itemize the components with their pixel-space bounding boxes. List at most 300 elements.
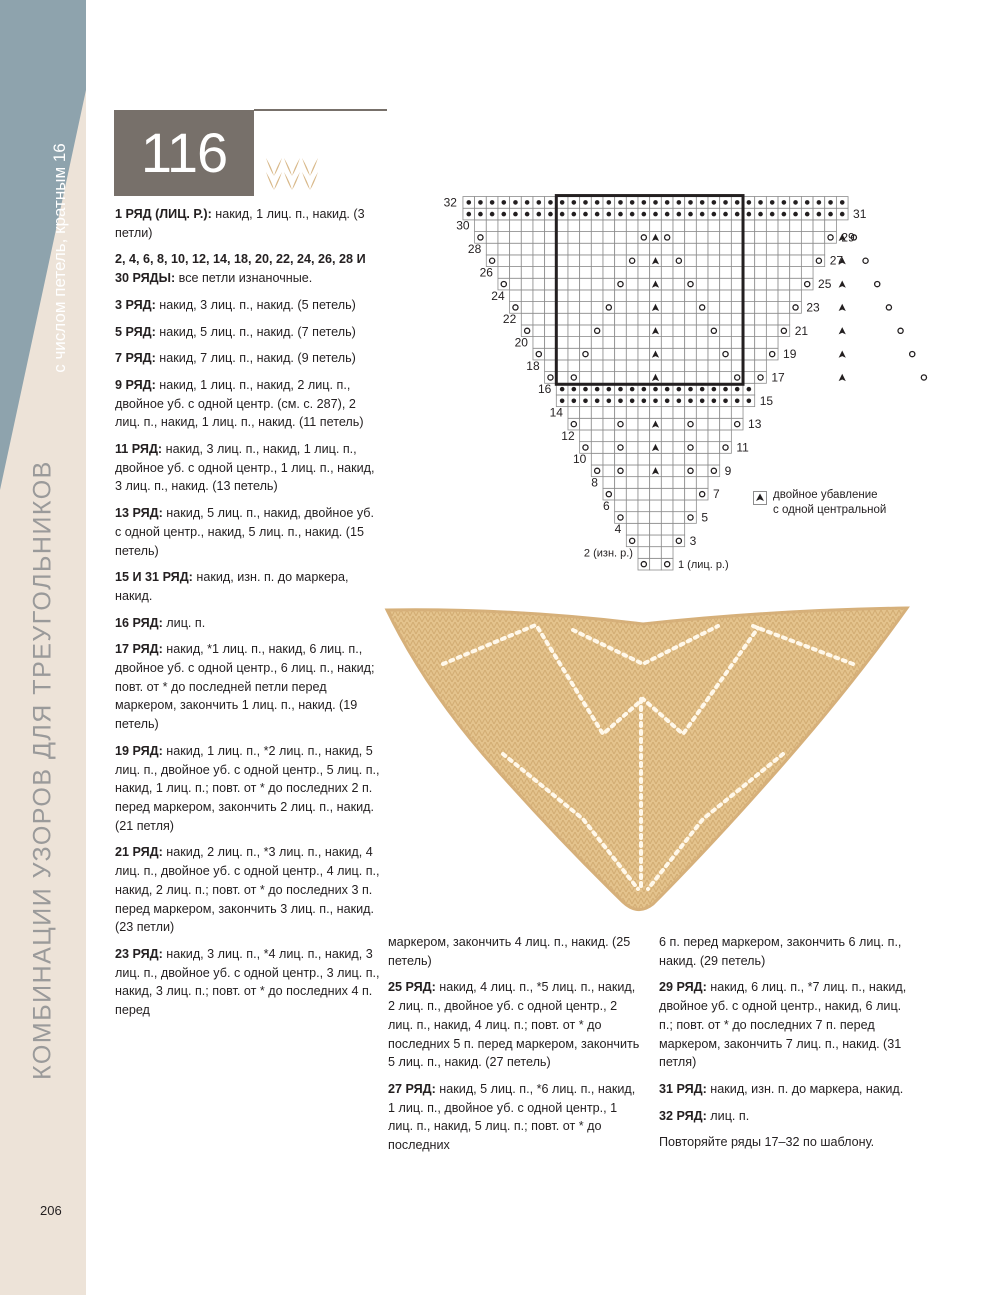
chart-cell: [661, 500, 673, 512]
purl-dot: [677, 387, 682, 392]
chart-cell: [685, 477, 697, 489]
chart-cell: [615, 430, 627, 442]
chart-cell: [580, 232, 592, 244]
instruction-row-label: 16 РЯД:: [115, 615, 163, 630]
chart-cell: [685, 255, 697, 267]
purl-dot: [560, 387, 565, 392]
chart-cell: [591, 302, 603, 314]
chart-cell: [731, 243, 743, 255]
chart-cell: [790, 255, 802, 267]
instruction-text: накид, 1 лиц. п., накид, 2 лиц. п., двойное уб. с одной центр. (см. с. 287), 2 лиц. п., накид, 1 лиц. п., накид. (11 петель): [115, 377, 364, 430]
chart-cell: [766, 325, 778, 337]
chart-cell: [521, 267, 533, 279]
chart-cell: [685, 302, 697, 314]
chart-cell: [521, 302, 533, 314]
row-label: 17: [771, 370, 785, 385]
chart-cell: [673, 337, 685, 349]
chart-cell: [591, 337, 603, 349]
chart-cell: [696, 313, 708, 325]
chart-cell: [615, 290, 627, 302]
chart-cell: [638, 290, 650, 302]
purl-dot: [723, 200, 728, 205]
chart-cell: [650, 220, 662, 232]
chart-cell: [766, 313, 778, 325]
chart-cell: [521, 278, 533, 290]
chart-cell: [790, 290, 802, 302]
instruction-text: накид, изн. п. до маркера, накид.: [115, 570, 349, 603]
chart-cell: [673, 512, 685, 524]
chart-cell: [708, 372, 720, 384]
chart-cell: [673, 453, 685, 465]
purl-dot: [607, 212, 612, 217]
chart-cell: [580, 267, 592, 279]
instruction-paragraph: [659, 1080, 909, 1099]
chart-cell: [615, 220, 627, 232]
chart-cell: [661, 488, 673, 500]
instruction-text: накид, 7 лиц. п., накид. (9 петель): [155, 351, 356, 366]
purl-dot: [537, 200, 542, 205]
double-decrease-symbol: [839, 374, 846, 381]
purl-dot: [501, 200, 506, 205]
purl-dot: [618, 387, 623, 392]
chart-cell: [696, 232, 708, 244]
chart-cell: [510, 220, 522, 232]
instruction-text: все петли изнаночные.: [175, 271, 313, 286]
chart-cell: [603, 255, 615, 267]
chart-cell: [661, 302, 673, 314]
chart-cell: [766, 337, 778, 349]
chart-cell: [475, 220, 487, 232]
chart-cell: [801, 232, 813, 244]
row-label: 20: [514, 335, 528, 350]
chart-cell: [556, 348, 568, 360]
chart-cell: [790, 232, 802, 244]
chart-cell: [661, 232, 673, 244]
row-label: 15: [759, 393, 774, 408]
chart-cell: [580, 372, 592, 384]
row-label: 26: [479, 265, 493, 280]
row-label: 12: [561, 428, 575, 443]
purl-dot: [583, 200, 588, 205]
chart-cell: [626, 418, 638, 430]
chart-cell: [778, 255, 790, 267]
chart-cell: [685, 267, 697, 279]
purl-dot: [677, 212, 682, 217]
chart-cell: [673, 267, 685, 279]
chart-cell: [545, 302, 557, 314]
chart-cell: [556, 243, 568, 255]
chart-cell: [638, 523, 650, 535]
chart-cell: [580, 348, 592, 360]
chart-cell: [673, 430, 685, 442]
chart-cell: [638, 418, 650, 430]
purl-dot: [560, 398, 565, 403]
purl-dot: [758, 200, 763, 205]
chart-cell: [615, 232, 627, 244]
chart-cell: [638, 430, 650, 442]
instructions-column-2: [388, 933, 640, 1163]
chart-cell: [615, 372, 627, 384]
chart-cell: [673, 255, 685, 267]
chart-cell: [708, 313, 720, 325]
chart-cell: [685, 372, 697, 384]
chart-cell: [743, 348, 755, 360]
chart-cell: [661, 453, 673, 465]
instruction-row-label: 7 РЯД:: [115, 351, 156, 366]
knitted-triangle-shawl-photo: [383, 604, 911, 916]
chart-cell: [638, 512, 650, 524]
chart-cell: [545, 255, 557, 267]
chart-cell: [638, 558, 650, 570]
chart-cell: [801, 267, 813, 279]
row-label: 6: [602, 498, 610, 513]
chart-cell: [650, 267, 662, 279]
chart-cell: [755, 243, 767, 255]
chart-cell: [755, 278, 767, 290]
chart-cell: [533, 255, 545, 267]
chart-cell: [696, 325, 708, 337]
chart-cell: [545, 220, 557, 232]
chart-cell: [591, 453, 603, 465]
chart-cell: [801, 243, 813, 255]
purl-dot: [677, 398, 682, 403]
chart-cell: [603, 278, 615, 290]
purl-dot: [560, 200, 565, 205]
instruction-row-label: 5 РЯД:: [115, 324, 156, 339]
chart-cell: [650, 430, 662, 442]
chart-cell: [661, 348, 673, 360]
chart-cell: [720, 255, 732, 267]
chart-cell: [556, 372, 568, 384]
chart-cell: [545, 313, 557, 325]
chart-cell: [626, 232, 638, 244]
purl-dot: [478, 200, 483, 205]
purl-dot: [583, 387, 588, 392]
purl-dot: [665, 212, 670, 217]
purl-dot: [490, 200, 495, 205]
chart-cell: [696, 372, 708, 384]
chart-cell: [708, 348, 720, 360]
chart-cell: [650, 500, 662, 512]
chart-cell: [638, 267, 650, 279]
chart-cell: [615, 313, 627, 325]
purl-dot: [700, 200, 705, 205]
chart-cell: [743, 243, 755, 255]
chart-cell: [626, 535, 638, 547]
purl-dot: [735, 387, 740, 392]
purl-dot: [618, 398, 623, 403]
chart-cell: [650, 547, 662, 559]
purl-dot: [630, 212, 635, 217]
instruction-row-label: 9 РЯД:: [115, 377, 156, 392]
purl-dot: [642, 398, 647, 403]
chart-cell: [661, 290, 673, 302]
chart-cell: [626, 278, 638, 290]
chart-cell: [766, 348, 778, 360]
chart-cell: [790, 267, 802, 279]
chart-cell: [696, 255, 708, 267]
purl-dot: [572, 200, 577, 205]
side-subtitle: с числом петель, кратным 16: [50, 143, 69, 373]
chart-cell: [661, 313, 673, 325]
chart-cell: [708, 232, 720, 244]
purl-dot: [501, 212, 506, 217]
chart-cell: [615, 278, 627, 290]
chart-cell: [673, 325, 685, 337]
yarn-over-symbol: [863, 258, 868, 263]
instruction-text: накид, 1 лиц. п., *2 лиц. п., накид, 5 лиц. п., двойное уб. с одной центр., 5 лиц. п., накид, 1 лиц. п.; повт. от * до последних 2 п. перед маркером, закончить 2 лиц. п., накид. (21 петля): [115, 743, 380, 833]
chart-cell: [580, 407, 592, 419]
chart-cell: [661, 407, 673, 419]
purl-dot: [537, 212, 542, 217]
chart-cell: [673, 465, 685, 477]
chart-cell: [708, 418, 720, 430]
chart-cell: [743, 278, 755, 290]
chart-cell: [673, 313, 685, 325]
chart-cell: [708, 278, 720, 290]
chart-cell: [685, 360, 697, 372]
chart-cell: [743, 232, 755, 244]
chart-cell: [685, 488, 697, 500]
chart-cell: [696, 220, 708, 232]
chart-cell: [720, 325, 732, 337]
chart-cell: [568, 325, 580, 337]
purl-dot: [688, 387, 693, 392]
chart-cell: [755, 267, 767, 279]
row-label: 2 (изн. р.): [583, 547, 633, 560]
chart-cell: [591, 325, 603, 337]
chart-cell: [603, 372, 615, 384]
chart-cell: [603, 290, 615, 302]
chart-cell: [568, 360, 580, 372]
chart-cell: [626, 243, 638, 255]
chart-cell: [743, 302, 755, 314]
purl-dot: [595, 200, 600, 205]
purl-dot: [513, 212, 518, 217]
purl-dot: [723, 212, 728, 217]
instruction-paragraph: [115, 742, 380, 836]
chart-cell: [743, 337, 755, 349]
chart-cell: [743, 220, 755, 232]
chart-cell: [661, 523, 673, 535]
chart-cell: [766, 267, 778, 279]
chart-cell: [615, 407, 627, 419]
instruction-paragraph: [388, 978, 640, 1072]
chart-cell: [720, 278, 732, 290]
purl-dot: [490, 212, 495, 217]
instruction-row-label: 15 И 31 РЯД:: [115, 570, 193, 585]
chart-cell: [568, 267, 580, 279]
chart-cell: [556, 267, 568, 279]
chart-cell: [556, 313, 568, 325]
chart-cell: [615, 488, 627, 500]
row-label: 31: [853, 207, 867, 222]
legend-line-1: двойное убавление: [773, 489, 878, 501]
chart-cell: [591, 348, 603, 360]
chart-cell: [580, 430, 592, 442]
purl-dot: [525, 200, 530, 205]
chart-cell: [661, 547, 673, 559]
row-label: 28: [467, 242, 482, 257]
chart-cell: [685, 278, 697, 290]
purl-dot: [572, 398, 577, 403]
chart-cell: [731, 407, 743, 419]
chart-cell: [591, 232, 603, 244]
chart-cell: [603, 407, 615, 419]
instruction-paragraph: [115, 843, 380, 937]
purl-dot: [735, 200, 740, 205]
purl-dot: [595, 398, 600, 403]
instruction-paragraph: [388, 1080, 640, 1155]
purl-dot: [607, 387, 612, 392]
chart-cell: [696, 290, 708, 302]
row-label: 25: [818, 277, 832, 292]
chart-cell: [696, 243, 708, 255]
purl-dot: [712, 212, 717, 217]
chart-cell: [638, 465, 650, 477]
chart-cell: [731, 290, 743, 302]
chart-cell: [755, 313, 767, 325]
purl-dot: [770, 212, 775, 217]
purl-dot: [583, 398, 588, 403]
purl-dot: [595, 387, 600, 392]
chart-cell: [533, 325, 545, 337]
chart-cell: [696, 302, 708, 314]
purl-dot: [665, 200, 670, 205]
chart-cell: [755, 290, 767, 302]
chart-cell: [696, 442, 708, 454]
chart-cell: [510, 267, 522, 279]
chart-cell: [603, 418, 615, 430]
chart-cell: [673, 290, 685, 302]
chart-cell: [673, 477, 685, 489]
purl-dot: [642, 212, 647, 217]
purl-dot: [735, 398, 740, 403]
chart-cell: [813, 255, 825, 267]
purl-dot: [817, 212, 822, 217]
instruction-text: маркером, закончить 4 лиц. п., накид. (25 петель): [388, 935, 631, 968]
chart-cell: [778, 325, 790, 337]
chart-cell: [661, 430, 673, 442]
chart-cell: [603, 220, 615, 232]
row-label: 19: [783, 347, 797, 362]
instruction-text: накид, 5 лиц. п., *6 лиц. п., накид, 1 лиц. п., двойное уб. с одной центр., 1 лиц. п., накид, 5 лиц. п.; повт. от * до последних: [388, 1081, 636, 1153]
chart-cell: [638, 348, 650, 360]
chart-cell: [615, 360, 627, 372]
chart-cell: [778, 243, 790, 255]
chart-cell: [708, 325, 720, 337]
chart-cell: [626, 407, 638, 419]
chart-cell: [661, 325, 673, 337]
instruction-text: накид, изн. п. до маркера, накид.: [706, 1081, 904, 1096]
chart-cell: [638, 255, 650, 267]
instruction-text: Повторяйте ряды 17–32 по шаблону.: [659, 1135, 875, 1150]
chart-cell: [568, 278, 580, 290]
chart-cell: [603, 442, 615, 454]
purl-dot: [688, 398, 693, 403]
double-decrease-symbol: [839, 280, 846, 287]
purl-dot: [653, 212, 658, 217]
chart-cell: [533, 313, 545, 325]
row-label: 4: [614, 522, 622, 537]
chart-cell: [696, 430, 708, 442]
chart-cell: [521, 243, 533, 255]
chart-cell: [556, 290, 568, 302]
chart-cell: [673, 407, 685, 419]
chart-cell: [790, 278, 802, 290]
chart-cell: [626, 220, 638, 232]
purl-dot: [607, 398, 612, 403]
chart-cell: [533, 302, 545, 314]
chart-cell: [685, 313, 697, 325]
chart-cell: [533, 337, 545, 349]
chart-cell: [696, 477, 708, 489]
purl-dot: [782, 212, 787, 217]
purl-dot: [805, 200, 810, 205]
instruction-text: накид, *1 лиц. п., накид, 6 лиц. п., двойное уб. с одной центр., 6 лиц. п., накид; повт. от * до последней петли перед маркером, закончить 1 лиц. п., накид. (19 петель): [115, 642, 375, 732]
chart-cell: [720, 302, 732, 314]
chart-cell: [615, 302, 627, 314]
chart-cell: [533, 290, 545, 302]
chart-cell: [568, 220, 580, 232]
purl-dot: [712, 398, 717, 403]
chart-cell: [533, 243, 545, 255]
chart-cell: [638, 488, 650, 500]
chart-cell: [615, 442, 627, 454]
chart-cell: [650, 360, 662, 372]
chart-cell: [731, 267, 743, 279]
chart-cell: [568, 255, 580, 267]
purl-dot: [782, 200, 787, 205]
chart-cell: [731, 232, 743, 244]
chart-cell: [486, 220, 498, 232]
chart-cell: [708, 442, 720, 454]
chart-cell: [685, 500, 697, 512]
chart-cell: [708, 465, 720, 477]
instruction-paragraph: [659, 1107, 909, 1126]
chart-cell: [568, 232, 580, 244]
chart-cell: [638, 278, 650, 290]
chart-cell: [638, 302, 650, 314]
chart-cell: [673, 535, 685, 547]
chart-cell: [661, 465, 673, 477]
chart-cell: [685, 337, 697, 349]
chart-cell: [615, 325, 627, 337]
chart-cell: [545, 243, 557, 255]
instruction-text: накид, 2 лиц. п., *3 лиц. п., накид, 4 лиц. п., двойное уб. с одной центр., 4 лиц. п., накид, 2 лиц. п.; повт. от * до последних 3 п. перед маркером, закончить 3 лиц. п., накид. (23 петли): [115, 845, 380, 935]
chart-cell: [626, 337, 638, 349]
chart-cell: [556, 220, 568, 232]
chart-cell: [708, 453, 720, 465]
chart-cell: [801, 220, 813, 232]
chart-cell: [498, 220, 510, 232]
chart-cell: [685, 430, 697, 442]
purl-dot: [583, 212, 588, 217]
chart-cell: [626, 465, 638, 477]
chart-cell: [545, 290, 557, 302]
chart-cell: [661, 372, 673, 384]
chart-cell: [661, 512, 673, 524]
instruction-row-label: 3 РЯД:: [115, 297, 156, 312]
chart-cell: [638, 243, 650, 255]
chart-cell: [790, 243, 802, 255]
chart-cell: [685, 243, 697, 255]
chart-cell: [720, 360, 732, 372]
chart-cell: [615, 267, 627, 279]
instruction-paragraph: [115, 614, 380, 633]
chart-cell: [626, 512, 638, 524]
chart-cell: [673, 523, 685, 535]
